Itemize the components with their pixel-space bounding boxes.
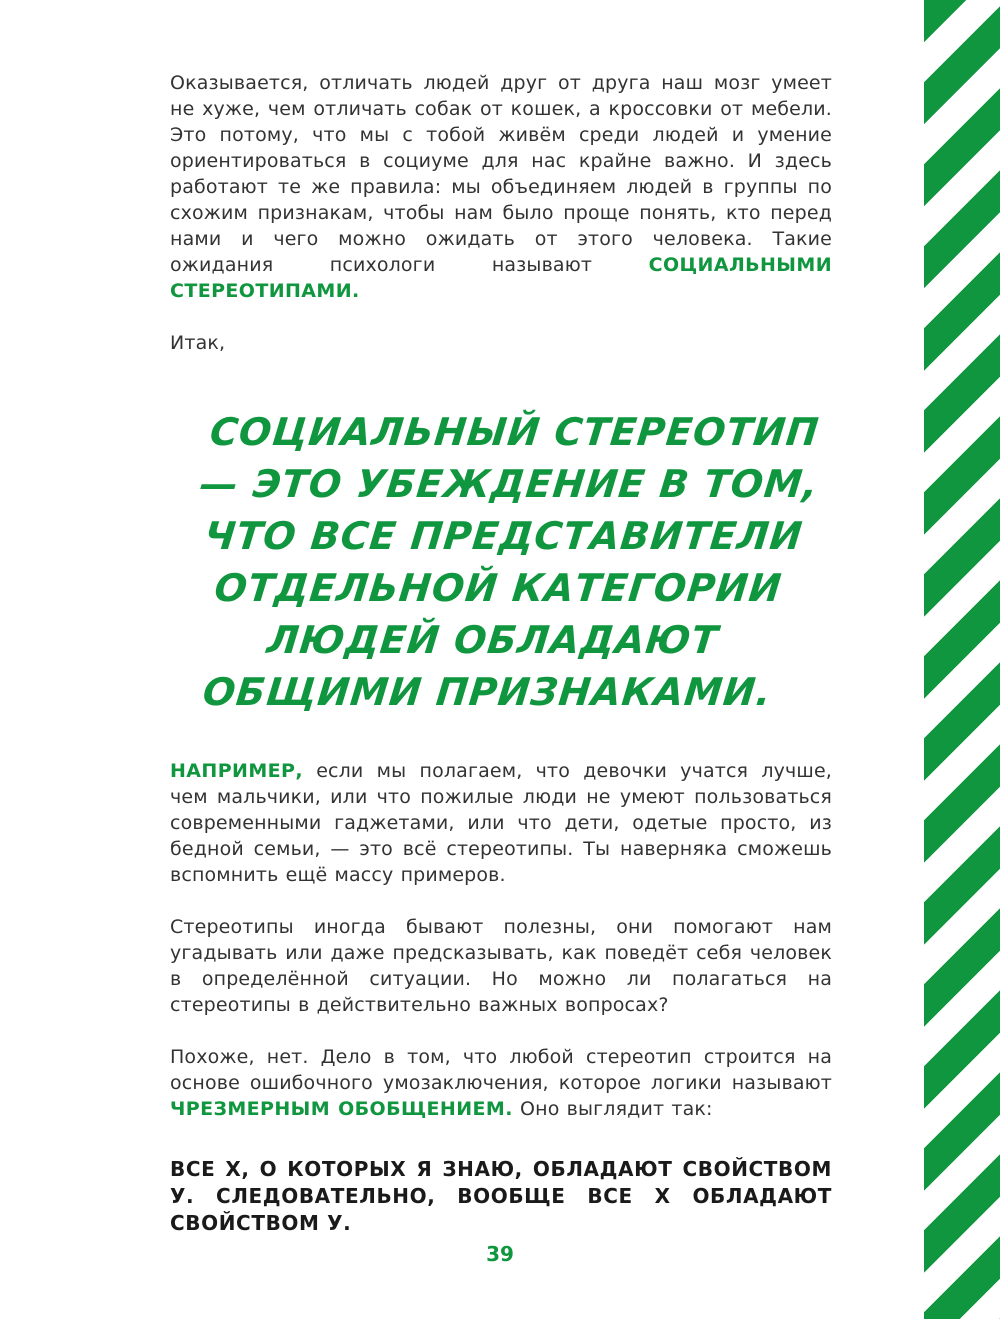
intro-paragraph xyxy=(170,70,832,304)
overgeneralization-text: Похоже, нет. Дело в том, что любой стереотип строится на основе ошибочного умозаключения, которое логики называют xyxy=(170,1046,832,1094)
example-label: НАПРИМЕР, xyxy=(170,760,303,782)
page-content xyxy=(170,70,832,1237)
overgeneralization-paragraph xyxy=(170,1044,832,1122)
intro-text: Оказывается, отличать людей друг от друга наш мозг умеет не хуже, чем отличать собак от кошек, а кроссовки от мебели. Это потому, что мы с тобой живём среди людей и умение ориентироваться в социуме для нас крайне важно. И здесь работают те же правила: мы объединяем людей в группы по схожим признакам, чтобы нам было проще понять, кто перед нами и чего можно ожидать от этого человека. Такие ожидания психологи называют xyxy=(170,72,832,276)
page-number: 39 xyxy=(486,1242,514,1266)
overgeneralization-term: ЧРЕЗМЕРНЫМ ОБОБЩЕНИЕМ. xyxy=(170,1098,513,1120)
example-paragraph xyxy=(170,758,832,888)
decorative-stripes xyxy=(924,0,1000,1319)
usefulness-text: Стереотипы иногда бывают полезны, они помогают нам угадывать или даже предсказывать, как поведёт себя человек в определённой ситуации. Но можно ли полагаться на стереотипы в действительно важных вопросах? xyxy=(170,916,832,1016)
example-text: если мы полагаем, что девочки учатся лучше, чем мальчики, или что пожилые люди не умеют пользоваться современными гаджетами, или что дети, одетые просто, из бедной семьи, — это всё стереотипы. Ты наверняка сможешь вспомнить ещё массу примеров. xyxy=(170,760,832,886)
so-text: Итак, xyxy=(170,332,226,354)
so-paragraph xyxy=(170,330,832,356)
definition-quote: СОЦИАЛЬНЫЙ СТЕРЕОТИП — ЭТО УБЕЖДЕНИЕ В ТОМ, ЧТО ВСЕ ПРЕДСТАВИТЕЛИ ОТДЕЛЬНОЙ КАТЕГОРИИ ЛЮДЕЙ ОБЛАДАЮТ ОБЩИМИ ПРИЗНАКАМИ. xyxy=(197,410,822,714)
usefulness-paragraph xyxy=(170,914,832,1018)
overgeneralization-tail: Оно выглядит так: xyxy=(512,1098,713,1120)
logic-statement: ВСЕ Х, О КОТОРЫХ Я ЗНАЮ, ОБЛАДАЮТ СВОЙСТВОМ У. СЛЕДОВАТЕЛЬНО, ВООБЩЕ ВСЕ Х ОБЛАДАЮТ СВОЙСТВОМ У. xyxy=(170,1157,832,1235)
social-stereotypes-term: СОЦИАЛЬНЫМИ СТЕРЕОТИПАМИ. xyxy=(170,254,832,302)
